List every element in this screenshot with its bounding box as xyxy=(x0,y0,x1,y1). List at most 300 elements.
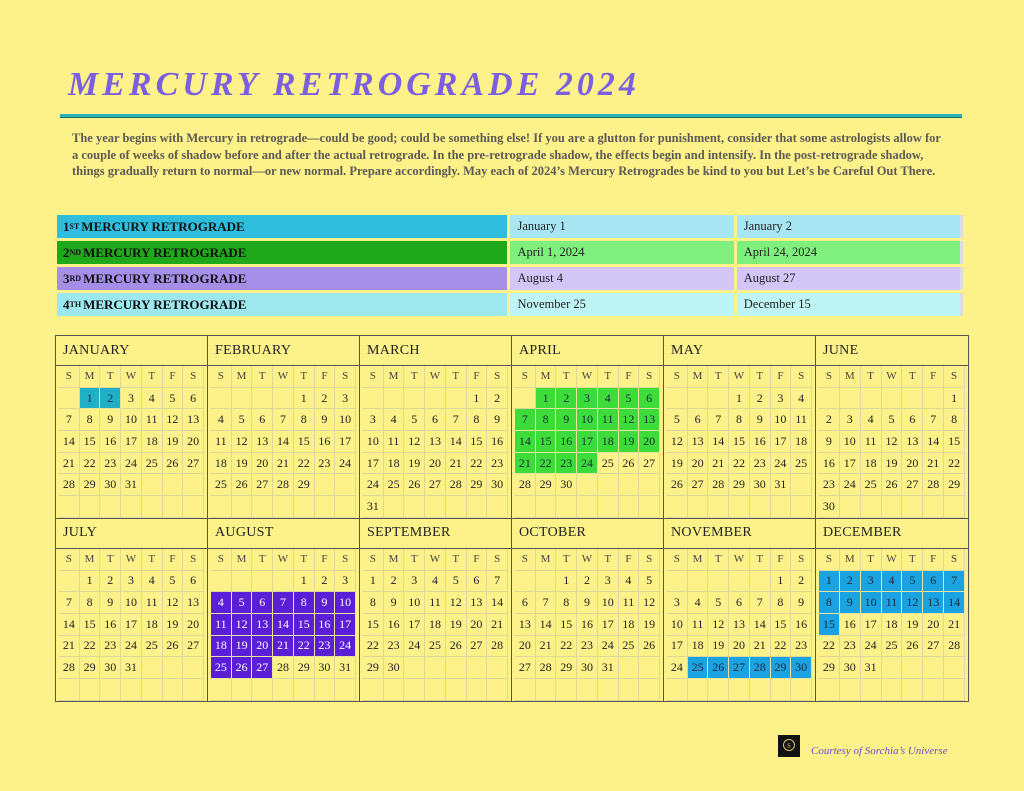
day-cell: 16 xyxy=(840,614,861,636)
retrograde-name xyxy=(57,241,507,264)
empty-cell xyxy=(840,679,861,701)
day-cell-retrograde: 8 xyxy=(294,592,315,614)
day-cell: 10 xyxy=(404,592,425,614)
empty-cell xyxy=(59,679,80,701)
day-cell-retrograde: 9 xyxy=(315,592,336,614)
day-cell: 22 xyxy=(771,636,792,658)
empty-cell xyxy=(142,496,163,518)
weekday-header: T xyxy=(556,549,577,571)
day-cell: 16 xyxy=(384,614,405,636)
day-cell: 25 xyxy=(384,474,405,496)
weekday-header: F xyxy=(923,549,944,571)
day-cell: 27 xyxy=(639,453,660,475)
day-cell-retrograde: 16 xyxy=(556,431,577,453)
day-cell: 23 xyxy=(315,453,336,475)
retrograde-end-date: December 15 xyxy=(737,293,960,316)
empty-cell xyxy=(425,679,446,701)
weekday-header: W xyxy=(577,366,598,388)
empty-cell xyxy=(515,679,536,701)
retrograde-label: MERCURY RETROGRADE xyxy=(83,296,247,312)
day-cell: 10 xyxy=(771,409,792,431)
weekday-header: M xyxy=(384,366,405,388)
day-cell: 1 xyxy=(556,571,577,593)
month-name: NOVEMBER xyxy=(664,519,815,549)
empty-cell xyxy=(183,657,204,679)
day-cell: 30 xyxy=(384,657,405,679)
day-cell: 25 xyxy=(211,474,232,496)
empty-cell xyxy=(273,496,294,518)
day-cell: 2 xyxy=(487,388,508,410)
empty-cell xyxy=(335,496,356,518)
day-cell: 29 xyxy=(467,474,488,496)
month-november xyxy=(664,519,816,701)
month-name: APRIL xyxy=(512,336,663,366)
retrograde-label: MERCURY RETROGRADE xyxy=(83,270,247,286)
day-cell: 22 xyxy=(556,636,577,658)
day-cell: 12 xyxy=(163,592,184,614)
weekday-header: T xyxy=(902,549,923,571)
day-cell-retrograde: 23 xyxy=(315,636,336,658)
day-cell: 3 xyxy=(404,571,425,593)
day-cell: 30 xyxy=(556,474,577,496)
weekday-header: T xyxy=(404,366,425,388)
day-cell: 28 xyxy=(515,474,536,496)
day-cell: 27 xyxy=(183,453,204,475)
empty-cell xyxy=(100,496,121,518)
weekday-header: S xyxy=(363,549,384,571)
day-cell: 6 xyxy=(729,592,750,614)
day-cell: 7 xyxy=(446,409,467,431)
day-cell: 29 xyxy=(536,474,557,496)
weekday-header: W xyxy=(882,549,903,571)
weekday-header: T xyxy=(902,366,923,388)
day-cell: 17 xyxy=(861,614,882,636)
empty-cell xyxy=(729,571,750,593)
empty-cell xyxy=(861,388,882,410)
day-cell: 29 xyxy=(294,657,315,679)
day-cell-retrograde: 1 xyxy=(536,388,557,410)
day-cell: 5 xyxy=(708,592,729,614)
day-cell: 19 xyxy=(404,453,425,475)
empty-cell xyxy=(425,496,446,518)
day-cell: 22 xyxy=(294,453,315,475)
credit-text: Courtesy of Sorchia’s Universe xyxy=(811,745,948,757)
retrograde-label: MERCURY RETROGRADE xyxy=(81,218,245,234)
weekday-header: S xyxy=(791,366,812,388)
day-cell: 20 xyxy=(252,453,273,475)
empty-cell xyxy=(404,388,425,410)
empty-cell xyxy=(80,496,101,518)
sorchia-logo-icon xyxy=(778,735,800,757)
day-cell: 8 xyxy=(363,592,384,614)
day-cell: 4 xyxy=(861,409,882,431)
day-cell: 18 xyxy=(425,614,446,636)
day-cell: 14 xyxy=(59,431,80,453)
weekday-header: M xyxy=(688,366,709,388)
day-cell: 27 xyxy=(688,474,709,496)
day-cell: 7 xyxy=(750,592,771,614)
day-cell: 18 xyxy=(861,453,882,475)
day-cell-retrograde: 2 xyxy=(840,571,861,593)
empty-cell xyxy=(750,679,771,701)
day-cell: 28 xyxy=(59,474,80,496)
month-january xyxy=(56,336,208,519)
day-cell: 31 xyxy=(861,657,882,679)
day-cell: 4 xyxy=(384,409,405,431)
day-cell: 23 xyxy=(577,636,598,658)
weekday-header: T xyxy=(294,366,315,388)
day-cell-retrograde: 22 xyxy=(294,636,315,658)
weekday-header: S xyxy=(183,366,204,388)
day-cell: 23 xyxy=(100,453,121,475)
empty-cell xyxy=(363,679,384,701)
day-cell: 10 xyxy=(667,614,688,636)
month-name: JANUARY xyxy=(56,336,207,366)
day-cell: 23 xyxy=(384,636,405,658)
intro-paragraph: The year begins with Mercury in retrograde—could be good; could be something else! If you are a glutton for punishment, consider that some astrologists allow for a couple of weeks of shadow before and after the actual retrograde. In the pre-retrograde shadow, the effects begin and intensify. In the post-retrograde shadow, things gradually return to normal—or new normal. Prepare accordingly. May each of 2024’s Mercury Retrogrades be kind to you but Let’s be Careful Out There. xyxy=(72,131,941,178)
empty-cell xyxy=(819,679,840,701)
title-divider xyxy=(60,114,962,118)
day-cell: 11 xyxy=(142,592,163,614)
weekday-header: T xyxy=(598,549,619,571)
day-cell-retrograde: 7 xyxy=(515,409,536,431)
day-cell: 1 xyxy=(771,571,792,593)
month-days xyxy=(816,366,968,518)
weekday-header: S xyxy=(819,366,840,388)
retrograde-number: 2 xyxy=(63,244,70,260)
empty-cell xyxy=(619,474,640,496)
day-cell: 13 xyxy=(183,409,204,431)
day-cell: 5 xyxy=(882,409,903,431)
month-days xyxy=(360,366,511,518)
day-cell: 9 xyxy=(791,592,812,614)
day-cell: 4 xyxy=(791,388,812,410)
weekday-header: T xyxy=(708,366,729,388)
day-cell: 11 xyxy=(384,431,405,453)
empty-cell xyxy=(882,679,903,701)
day-cell-retrograde: 25 xyxy=(211,657,232,679)
day-cell: 25 xyxy=(598,453,619,475)
day-cell: 21 xyxy=(446,453,467,475)
day-cell: 17 xyxy=(840,453,861,475)
day-cell-retrograde: 16 xyxy=(315,614,336,636)
day-cell: 29 xyxy=(80,657,101,679)
day-cell: 17 xyxy=(667,636,688,658)
day-cell: 3 xyxy=(667,592,688,614)
empty-cell xyxy=(688,496,709,518)
day-cell: 14 xyxy=(708,431,729,453)
day-cell: 19 xyxy=(232,453,253,475)
empty-cell xyxy=(902,657,923,679)
day-cell: 10 xyxy=(335,409,356,431)
weekday-header: F xyxy=(467,549,488,571)
retrograde-number: 3 xyxy=(63,270,70,286)
day-cell: 31 xyxy=(335,657,356,679)
day-cell: 29 xyxy=(80,474,101,496)
day-cell: 14 xyxy=(446,431,467,453)
day-cell: 15 xyxy=(80,431,101,453)
empty-cell xyxy=(577,496,598,518)
weekday-header: S xyxy=(791,549,812,571)
weekday-header: T xyxy=(294,549,315,571)
day-cell: 18 xyxy=(619,614,640,636)
weekday-header: T xyxy=(100,549,121,571)
day-cell: 13 xyxy=(688,431,709,453)
day-cell: 20 xyxy=(183,614,204,636)
day-cell-retrograde: 1 xyxy=(819,571,840,593)
empty-cell xyxy=(688,388,709,410)
retrograde-row xyxy=(57,241,963,264)
weekday-header: W xyxy=(273,549,294,571)
day-cell-retrograde: 23 xyxy=(556,453,577,475)
empty-cell xyxy=(882,657,903,679)
weekday-header: F xyxy=(619,366,640,388)
day-cell: 25 xyxy=(619,636,640,658)
day-cell-retrograde: 10 xyxy=(577,409,598,431)
month-days xyxy=(360,549,511,701)
day-cell: 17 xyxy=(121,431,142,453)
empty-cell xyxy=(467,496,488,518)
month-name: MAY xyxy=(664,336,815,366)
day-cell: 30 xyxy=(100,657,121,679)
empty-cell xyxy=(100,679,121,701)
empty-cell xyxy=(404,496,425,518)
weekday-header: W xyxy=(729,366,750,388)
day-cell-retrograde: 21 xyxy=(273,636,294,658)
day-cell: 26 xyxy=(902,636,923,658)
retrograde-name xyxy=(57,293,507,316)
empty-cell xyxy=(923,657,944,679)
empty-cell xyxy=(59,496,80,518)
day-cell: 14 xyxy=(59,614,80,636)
day-cell-retrograde: 10 xyxy=(861,592,882,614)
day-cell: 25 xyxy=(142,636,163,658)
weekday-header: S xyxy=(363,366,384,388)
day-cell: 6 xyxy=(425,409,446,431)
day-cell-retrograde: 5 xyxy=(232,592,253,614)
day-cell: 22 xyxy=(729,453,750,475)
weekday-header: T xyxy=(598,366,619,388)
day-cell: 5 xyxy=(446,571,467,593)
page-title: MERCURY RETROGRADE 2024 xyxy=(68,66,640,103)
day-cell: 18 xyxy=(384,453,405,475)
empty-cell xyxy=(294,496,315,518)
day-cell: 19 xyxy=(708,636,729,658)
empty-cell xyxy=(404,657,425,679)
weekday-header: T xyxy=(446,549,467,571)
empty-cell xyxy=(211,679,232,701)
empty-cell xyxy=(729,679,750,701)
empty-cell xyxy=(708,679,729,701)
day-cell: 5 xyxy=(404,409,425,431)
empty-cell xyxy=(639,657,660,679)
day-cell: 19 xyxy=(667,453,688,475)
day-cell: 25 xyxy=(425,636,446,658)
month-name: JUNE xyxy=(816,336,968,366)
day-cell: 26 xyxy=(619,453,640,475)
day-cell-retrograde: 26 xyxy=(232,657,253,679)
day-cell-retrograde: 19 xyxy=(619,431,640,453)
empty-cell xyxy=(273,388,294,410)
day-cell: 28 xyxy=(923,474,944,496)
day-cell: 23 xyxy=(487,453,508,475)
day-cell: 19 xyxy=(163,614,184,636)
empty-cell xyxy=(667,679,688,701)
day-cell: 29 xyxy=(944,474,965,496)
day-cell-retrograde: 3 xyxy=(861,571,882,593)
weekday-header: M xyxy=(232,549,253,571)
retrograde-ordinal: TH xyxy=(69,300,82,309)
day-cell: 24 xyxy=(861,636,882,658)
day-cell: 1 xyxy=(294,571,315,593)
weekday-header: S xyxy=(59,366,80,388)
day-cell: 15 xyxy=(729,431,750,453)
day-cell: 12 xyxy=(163,409,184,431)
day-cell: 8 xyxy=(556,592,577,614)
weekday-header: S xyxy=(944,366,965,388)
empty-cell xyxy=(577,474,598,496)
empty-cell xyxy=(446,657,467,679)
day-cell: 25 xyxy=(142,453,163,475)
day-cell: 13 xyxy=(902,431,923,453)
empty-cell xyxy=(882,388,903,410)
day-cell: 18 xyxy=(142,614,163,636)
empty-cell xyxy=(515,388,536,410)
day-cell: 16 xyxy=(100,431,121,453)
empty-cell xyxy=(232,679,253,701)
day-cell: 18 xyxy=(142,431,163,453)
day-cell-retrograde: 9 xyxy=(556,409,577,431)
day-cell: 31 xyxy=(121,657,142,679)
day-cell: 24 xyxy=(404,636,425,658)
empty-cell xyxy=(252,571,273,593)
empty-cell xyxy=(667,496,688,518)
day-cell-retrograde: 13 xyxy=(923,592,944,614)
day-cell: 16 xyxy=(791,614,812,636)
empty-cell xyxy=(708,388,729,410)
day-cell: 12 xyxy=(639,592,660,614)
empty-cell xyxy=(232,388,253,410)
empty-cell xyxy=(791,496,812,518)
empty-cell xyxy=(861,679,882,701)
day-cell: 9 xyxy=(384,592,405,614)
day-cell: 3 xyxy=(335,571,356,593)
day-cell: 3 xyxy=(840,409,861,431)
retrograde-end-date: April 24, 2024 xyxy=(737,241,960,264)
day-cell: 4 xyxy=(142,388,163,410)
weekday-header: F xyxy=(467,366,488,388)
day-cell: 1 xyxy=(944,388,965,410)
day-cell: 24 xyxy=(335,453,356,475)
day-cell: 31 xyxy=(771,474,792,496)
day-cell: 13 xyxy=(515,614,536,636)
empty-cell xyxy=(487,496,508,518)
weekday-header: M xyxy=(840,366,861,388)
retrograde-row xyxy=(57,215,963,238)
day-cell-retrograde: 12 xyxy=(232,614,253,636)
day-cell-retrograde: 26 xyxy=(708,657,729,679)
day-cell: 20 xyxy=(902,453,923,475)
day-cell: 13 xyxy=(252,431,273,453)
day-cell: 29 xyxy=(819,657,840,679)
weekday-header: S xyxy=(335,549,356,571)
day-cell: 4 xyxy=(211,409,232,431)
day-cell: 26 xyxy=(232,474,253,496)
day-cell: 20 xyxy=(467,614,488,636)
day-cell: 21 xyxy=(708,453,729,475)
weekday-header: W xyxy=(425,366,446,388)
day-cell: 14 xyxy=(536,614,557,636)
day-cell: 28 xyxy=(536,657,557,679)
month-june xyxy=(816,336,968,519)
day-cell: 28 xyxy=(273,657,294,679)
day-cell: 13 xyxy=(183,592,204,614)
empty-cell xyxy=(639,474,660,496)
weekday-header: S xyxy=(639,549,660,571)
empty-cell xyxy=(121,679,142,701)
day-cell-retrograde: 4 xyxy=(211,592,232,614)
weekday-header: S xyxy=(211,366,232,388)
weekday-header: F xyxy=(771,366,792,388)
month-days xyxy=(208,366,359,518)
empty-cell xyxy=(639,496,660,518)
day-cell-retrograde: 11 xyxy=(211,614,232,636)
day-cell: 2 xyxy=(315,388,336,410)
empty-cell xyxy=(536,496,557,518)
empty-cell xyxy=(425,388,446,410)
empty-cell xyxy=(708,571,729,593)
day-cell: 15 xyxy=(556,614,577,636)
row-edge xyxy=(960,241,963,264)
weekday-header: T xyxy=(861,366,882,388)
day-cell-retrograde: 14 xyxy=(515,431,536,453)
weekday-header: W xyxy=(577,549,598,571)
empty-cell xyxy=(598,496,619,518)
month-days xyxy=(664,366,815,518)
day-cell: 6 xyxy=(183,388,204,410)
empty-cell xyxy=(688,679,709,701)
day-cell: 30 xyxy=(487,474,508,496)
day-cell: 8 xyxy=(467,409,488,431)
day-cell: 21 xyxy=(59,636,80,658)
weekday-header: S xyxy=(667,549,688,571)
day-cell: 29 xyxy=(363,657,384,679)
day-cell-retrograde: 8 xyxy=(819,592,840,614)
day-cell: 22 xyxy=(944,453,965,475)
day-cell-retrograde: 7 xyxy=(273,592,294,614)
day-cell: 27 xyxy=(467,636,488,658)
empty-cell xyxy=(425,657,446,679)
day-cell: 28 xyxy=(59,657,80,679)
empty-cell xyxy=(771,496,792,518)
day-cell-retrograde: 6 xyxy=(639,388,660,410)
month-september xyxy=(360,519,512,701)
empty-cell xyxy=(708,496,729,518)
weekday-header: S xyxy=(59,549,80,571)
day-cell: 16 xyxy=(577,614,598,636)
empty-cell xyxy=(902,496,923,518)
weekday-header: S xyxy=(639,366,660,388)
empty-cell xyxy=(487,679,508,701)
day-cell: 24 xyxy=(771,453,792,475)
empty-cell xyxy=(819,388,840,410)
empty-cell xyxy=(882,496,903,518)
day-cell: 14 xyxy=(273,431,294,453)
retrograde-end-date: January 2 xyxy=(737,215,960,238)
empty-cell xyxy=(667,571,688,593)
day-cell: 20 xyxy=(183,431,204,453)
month-days xyxy=(208,549,359,701)
